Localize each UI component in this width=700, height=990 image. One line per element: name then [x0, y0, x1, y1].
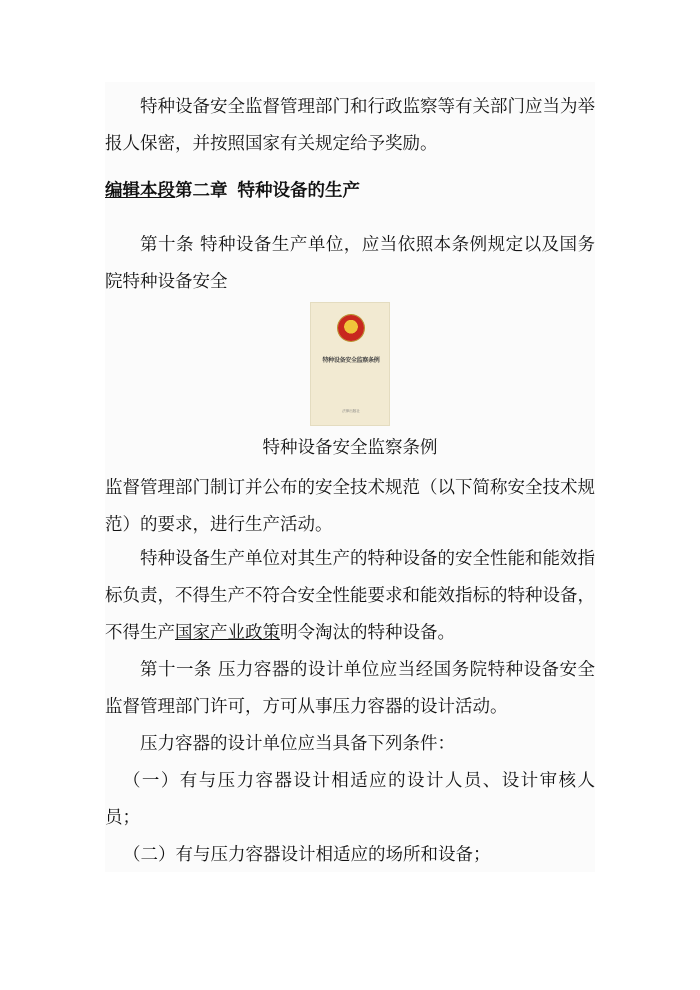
figure-caption: 特种设备安全监察条例 [262, 438, 438, 458]
paragraph-article-10: 第十条 特种设备生产单位，应当依照本条例规定以及国务院特种设备安全 [105, 235, 595, 292]
paragraph-text-after-link: 明令淘汰的特种设备。 [280, 623, 455, 643]
industrial-policy-link[interactable]: 国家产业政策 [175, 623, 280, 643]
section-heading [105, 176, 360, 206]
national-emblem-icon [338, 315, 364, 341]
paragraph-text-before-link: 特种设备生产单位对其生产的特种设备的安全性能和能效指标负责，不得生产不符合安全性能要求和能效指标的特种设备，不得生产 [105, 549, 595, 643]
paragraph-conditions-intro: 压力容器的设计单位应当具备下列条件： [140, 734, 455, 754]
cover-publisher: 法律出版社 [342, 409, 360, 413]
book-cover-image [310, 302, 390, 426]
cover-title: 特种设备安全监察条例 [322, 357, 380, 364]
paragraph-article-11: 第十一条 压力容器的设计单位应当经国务院特种设备安全监督管理部门许可，方可从事压力容器的设计活动。 [105, 660, 595, 717]
edit-section-link[interactable]: 编辑本段 [105, 181, 175, 201]
paragraph-article-10-cont: 监督管理部门制订并公布的安全技术规范（以下简称安全技术规范）的要求，进行生产活动。 [105, 478, 595, 535]
paragraph-whistleblower: 特种设备安全监督管理部门和行政监察等有关部门应当为举报人保密，并按照国家有关规定给予奖励。 [105, 97, 595, 154]
chapter-number: 第二章 [175, 181, 228, 201]
paragraph-condition-2: （二）有与压力容器设计相适应的场所和设备； [123, 845, 491, 865]
paragraph-production-responsibility [105, 541, 595, 652]
chapter-title: 特种设备的生产 [237, 181, 360, 201]
paragraph-condition-1: （一）有与压力容器设计相适应的设计人员、设计审核人员； [105, 771, 595, 828]
